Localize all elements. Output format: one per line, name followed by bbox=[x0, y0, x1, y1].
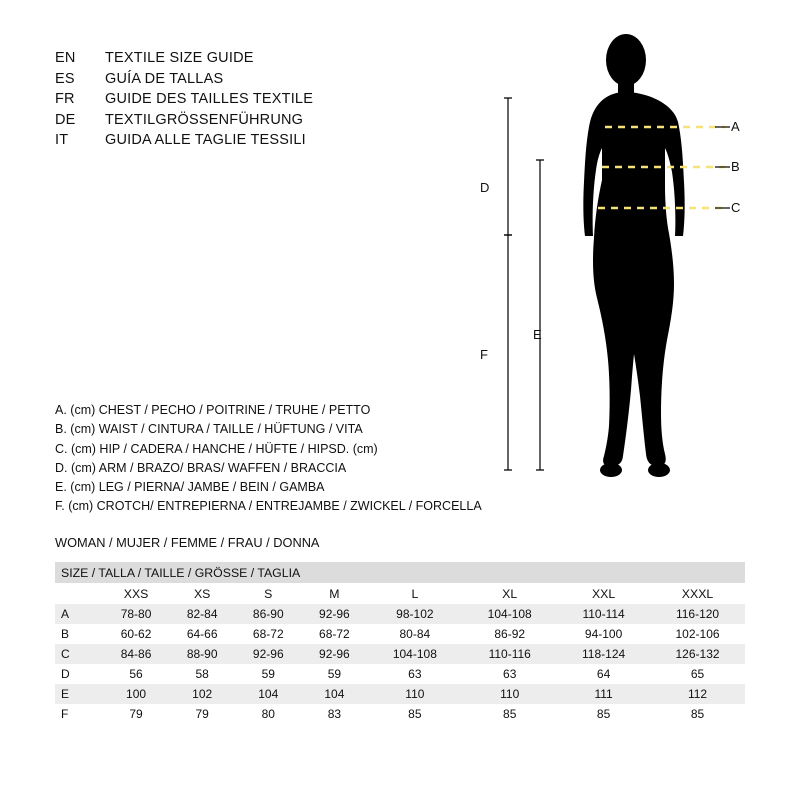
bracket-e bbox=[536, 160, 544, 470]
cell-a-s: 86-90 bbox=[252, 607, 284, 621]
table-row bbox=[55, 684, 745, 704]
cell-a-xxl: 110-114 bbox=[582, 607, 625, 621]
cell-c-xs: 88-90 bbox=[186, 647, 218, 661]
cell-e-xxs: 100 bbox=[126, 687, 147, 701]
size-header-xxs: XXS bbox=[123, 586, 149, 601]
cell-b-xxs: 60-62 bbox=[120, 627, 152, 641]
body-diagram-svg bbox=[440, 30, 770, 500]
table-row bbox=[55, 704, 745, 724]
size-header-xl: XL bbox=[502, 586, 518, 601]
cell-d-xs: 58 bbox=[195, 667, 209, 681]
cell-f-xxxl: 85 bbox=[690, 707, 705, 721]
section-label-woman: WOMAN / MUJER / FEMME / FRAU / DONNA bbox=[55, 535, 320, 550]
title-row bbox=[55, 69, 313, 90]
legend-item-d: D. (cm) ARM / BRAZO/ BRAS/ WAFFEN / BRACCIA bbox=[55, 460, 347, 475]
size-table bbox=[55, 562, 745, 724]
measure-label-b: B bbox=[731, 159, 740, 174]
row-label-a: A bbox=[61, 607, 70, 621]
size-header-xxl: XXL bbox=[591, 586, 616, 601]
cell-f-xxs: 79 bbox=[129, 707, 143, 721]
cell-b-xl: 86-92 bbox=[494, 627, 526, 641]
dimension-brackets bbox=[504, 98, 544, 470]
cell-d-xxxl: 65 bbox=[690, 667, 705, 681]
body-diagram bbox=[440, 30, 770, 500]
cell-f-s: 80 bbox=[261, 707, 275, 721]
title-lang-es: ES bbox=[55, 70, 75, 87]
cell-d-xxs: 56 bbox=[129, 667, 143, 681]
dimension-label-f: F bbox=[480, 347, 488, 362]
cell-f-xl: 85 bbox=[503, 707, 517, 721]
legend-item-b: B. (cm) WAIST / CINTURA / TAILLE / HÜFTUNG / VITA bbox=[55, 422, 363, 437]
cell-f-xxl: 85 bbox=[596, 707, 611, 721]
cell-e-m: 104 bbox=[324, 687, 345, 701]
measure-tick-lines bbox=[715, 127, 730, 208]
cell-d-s: 59 bbox=[261, 667, 275, 681]
cell-f-l: 85 bbox=[408, 707, 422, 721]
cell-b-xs: 64-66 bbox=[186, 627, 218, 641]
female-body-silhouette-shape bbox=[583, 34, 684, 477]
title-text-es: GUÍA DE TALLAS bbox=[105, 70, 224, 87]
dimension-label-e: E bbox=[533, 327, 542, 342]
title-row bbox=[55, 110, 313, 131]
legend-item-a: A. (cm) CHEST / PECHO / POITRINE / TRUHE / PETTO bbox=[55, 403, 371, 417]
cell-b-xxl: 94-100 bbox=[584, 627, 623, 641]
cell-b-xxxl: 102-106 bbox=[675, 627, 720, 641]
row-label-b: B bbox=[61, 627, 70, 641]
measure-label-c: C bbox=[731, 200, 741, 215]
title-row bbox=[55, 130, 313, 151]
cell-a-xxs: 78-80 bbox=[120, 607, 152, 621]
size-header-s: S bbox=[264, 586, 273, 601]
title-row bbox=[55, 48, 313, 69]
dimension-label-d: D bbox=[480, 180, 490, 195]
table-header-label: SIZE / TALLA / TAILLE / GRÖSSE / TAGLIA bbox=[61, 565, 301, 580]
bracket-d bbox=[504, 98, 512, 235]
table-row bbox=[55, 604, 745, 624]
cell-c-xxs: 84-86 bbox=[120, 647, 152, 661]
title-lang-fr: FR bbox=[55, 91, 75, 107]
title-lang-de: DE bbox=[55, 111, 76, 128]
legend-item-c: C. (cm) HIP / CADERA / HANCHE / HÜFTE / HIPSD. (cm) bbox=[55, 441, 378, 456]
cell-b-s: 68-72 bbox=[252, 627, 284, 641]
size-header-xxxl: XXXL bbox=[681, 586, 714, 601]
cell-d-xxl: 64 bbox=[596, 667, 611, 681]
cell-e-xl: 110 bbox=[500, 687, 520, 701]
cell-d-l: 63 bbox=[408, 667, 422, 681]
cell-c-s: 92-96 bbox=[252, 647, 284, 661]
cell-d-m: 59 bbox=[327, 667, 342, 681]
measurement-legend bbox=[55, 401, 482, 517]
cell-f-xs: 79 bbox=[195, 707, 209, 721]
row-label-d: D bbox=[61, 667, 70, 681]
size-header-xs: XS bbox=[193, 586, 211, 601]
title-text-de: TEXTILGRÖSSENFÜHRUNG bbox=[105, 111, 304, 128]
cell-c-xl: 110-116 bbox=[488, 647, 531, 661]
cell-e-xxl: 111 bbox=[594, 687, 613, 701]
measure-label-a: A bbox=[731, 119, 740, 134]
cell-e-l: 110 bbox=[405, 687, 425, 701]
cell-a-xxxl: 116-120 bbox=[675, 607, 720, 621]
cell-c-xxl: 118-124 bbox=[582, 647, 626, 661]
title-text-fr: GUIDE DES TAILLES TEXTILE bbox=[105, 91, 314, 107]
cell-e-xs: 102 bbox=[192, 687, 213, 701]
size-header-l: L bbox=[411, 586, 419, 601]
cell-a-xs: 82-84 bbox=[186, 607, 218, 621]
title-row bbox=[55, 89, 313, 110]
title-text-en: TEXTILE SIZE GUIDE bbox=[105, 50, 254, 66]
row-label-e: E bbox=[61, 687, 70, 701]
table-header-band bbox=[55, 562, 745, 583]
size-header-m: M bbox=[329, 586, 340, 601]
bracket-f bbox=[504, 235, 512, 470]
size-row-corner bbox=[55, 583, 103, 604]
cell-a-m: 92-96 bbox=[319, 607, 350, 621]
cell-f-m: 83 bbox=[327, 707, 342, 721]
row-label-f: F bbox=[61, 707, 69, 721]
cell-e-s: 104 bbox=[258, 687, 279, 701]
legend-item-e: E. (cm) LEG / PIERNA/ JAMBE / BEIN / GAMBA bbox=[55, 480, 325, 495]
cell-a-xl: 104-108 bbox=[487, 607, 532, 621]
cell-d-xl: 63 bbox=[503, 667, 517, 681]
cell-b-l: 80-84 bbox=[399, 627, 431, 641]
cell-c-m: 92-96 bbox=[319, 647, 350, 661]
cell-c-l: 104-108 bbox=[392, 647, 437, 661]
title-text-it: GUIDA ALLE TAGLIE TESSILI bbox=[105, 132, 306, 148]
title-lang-it: IT bbox=[55, 132, 69, 148]
title-lang-en: EN bbox=[55, 50, 76, 66]
cell-c-xxxl: 126-132 bbox=[675, 647, 720, 661]
cell-a-l: 98-102 bbox=[396, 607, 434, 621]
legend-item-f: F. (cm) CROTCH/ ENTREPIERNA / ENTREJAMBE / ZWICKEL / FORCELLA bbox=[55, 499, 482, 514]
row-label-c: C bbox=[61, 647, 70, 661]
table-row bbox=[55, 644, 745, 664]
table-row bbox=[55, 664, 745, 684]
size-table-wrap bbox=[55, 562, 745, 724]
table-row bbox=[55, 624, 745, 644]
cell-b-m: 68-72 bbox=[319, 627, 350, 641]
title-block bbox=[55, 48, 313, 151]
cell-e-xxxl: 112 bbox=[687, 687, 708, 701]
table-size-row bbox=[55, 583, 745, 604]
